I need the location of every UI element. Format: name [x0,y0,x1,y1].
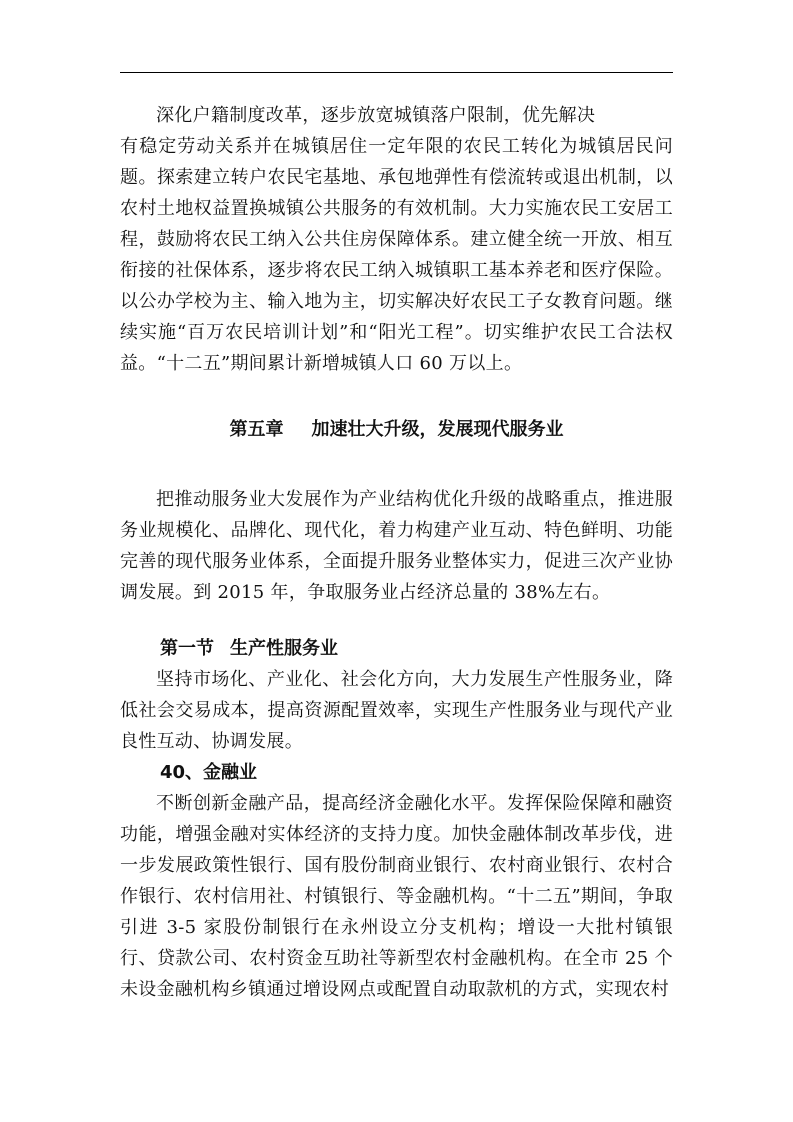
chapter-intro-paragraph: 把推动服务业大发展作为产业结构优化升级的战略重点，推进服务业规模化、品牌化、现代化，着力构建产业互动、特色鲜明、功能完善的现代服务业体系，全面提升服务业整体实力，促进三次产业协调发展。到 2015 年，争取服务业占经济总量的 38%左右。 [120,489,673,603]
chapter-number: 第五章 [229,419,284,440]
intro-body: 有稳定劳动关系并在城镇居住一定年限的农民工转化为城镇居民问题。探索建立转户农民宅基地、承包地弹性有偿流转或退出机制，以农村土地权益置换城镇公共服务的有效机制。大力实施农民工安居工程，鼓励将农民工纳入公共住房保障体系。建立健全统一开放、相互衔接的社保体系，逐步将农民工纳入城镇职工基本养老和医疗保险。以公办学校为主、输入地为主，切实解决好农民工子女教育问题。继续实施“百万农民培训计划”和“阳光工程”。切实维护农民工合法权益。“十二五”期间累计新增城镇人口 60 万以上。 [120,136,673,374]
section-title: 生产性服务业 [230,638,338,659]
subsection-heading: 40、金融业 [160,762,258,783]
section-heading [160,633,338,664]
section-body: 坚持市场化、产业化、社会化方向，大力发展生产性服务业，降低社会交易成本，提高资源配置效率，实现生产性服务业与现代产业良性互动、协调发展。 [120,669,673,752]
intro-first-line: 深化户籍制度改革，逐步放宽城镇落户限制，优先解决 [156,105,596,126]
header-rule [120,72,673,73]
subsection-body: 不断创新金融产品，提高经济金融化水平。发挥保险保障和融资功能，增强金融对实体经济的支持力度。加快金融体制改革步伐，进一步发展政策性银行、国有股份制商业银行、农村商业银行、农村合作银行、农村信用社、村镇银行、等金融机构。“十二五”期间，争取引进 3-5 家股份制银行在永州设立分支机构；增设一大批村镇银行、贷款公司、农村资金互助社等新型农村金融机构。在全市 25 个未设金融机构乡镇通过增设网点或配置自动取款机的方式，实现农村 [120,793,673,1000]
chapter-title: 加速壮大升级，发展现代服务业 [311,419,564,440]
section-number: 第一节 [160,638,214,659]
chapter-heading [120,414,673,445]
